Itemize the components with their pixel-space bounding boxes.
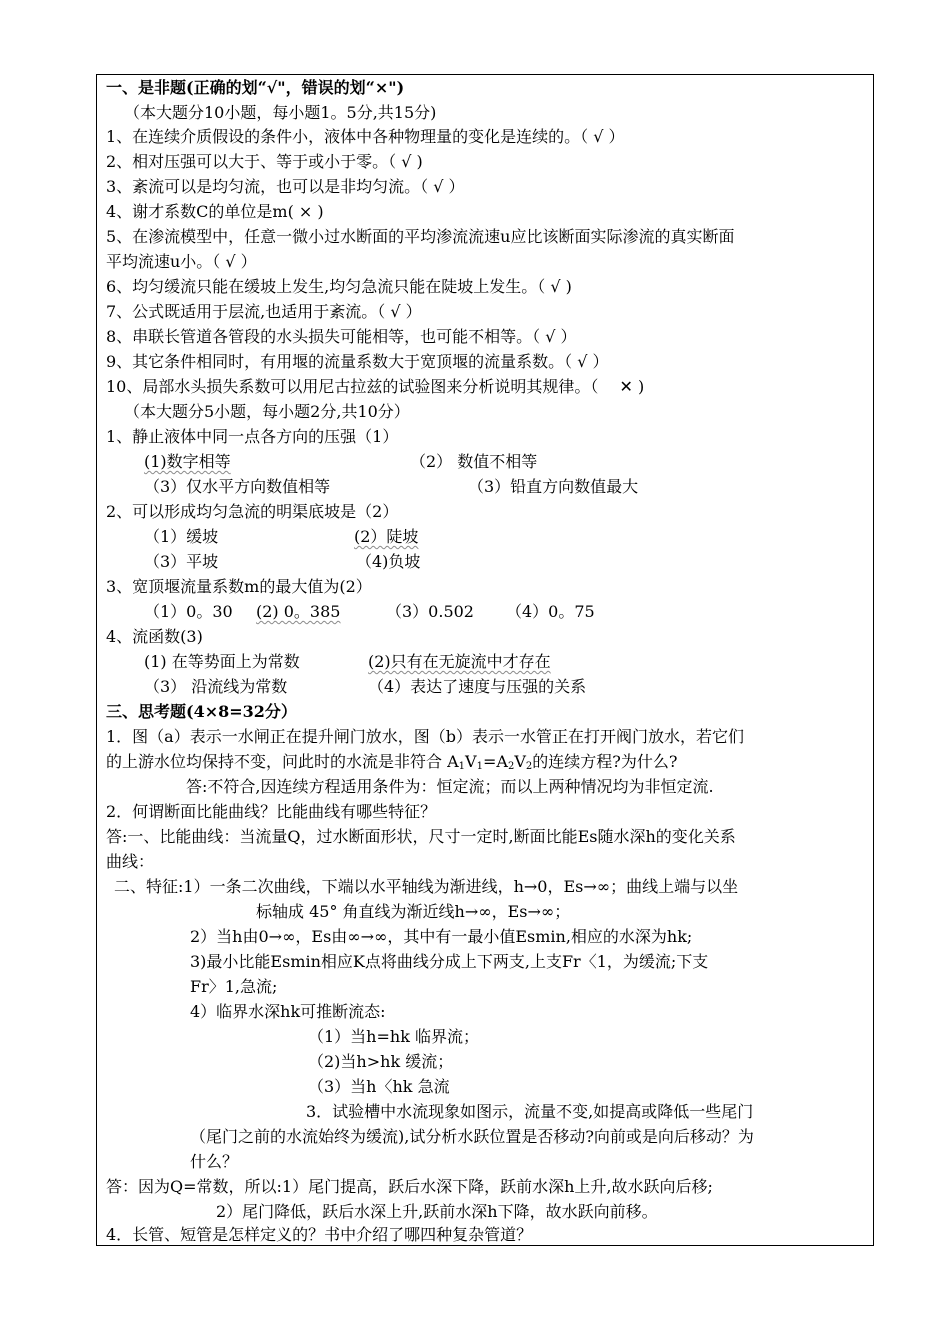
q2-question: 2．何谓断面比能曲线？比能曲线有哪些特征？ <box>106 802 437 821</box>
tf-item-8: 8、串联长管道各管段的水头损失可能相等，也可能不相等。（ √ ） <box>106 327 577 346</box>
q3-line-2: （尾门之前的水流始终为缓流),试分析水跃位置是否移动?向前或是向后移动？为 <box>190 1127 754 1146</box>
mc-q2-option-1: （1）缓坡 <box>144 527 219 546</box>
q1-line-1: 1．图（a）表示一水闸正在提升闸门放水，图（b）表示一水管正在打开阀门放水，若它们 <box>106 727 744 746</box>
tf-item-2: 2、相对压强可以大于、等于或小于零。（ √ ) <box>106 152 423 171</box>
tf-item-10: 10、局部水头损失系数可以用尼古拉兹的试验图来分析说明其规律。（ ✕ ) <box>106 377 645 396</box>
q2-answer-6: 3)最小比能Esmin相应K点将曲线分成上下两支,上支Fr〈1，为缓流;下支 <box>190 952 709 971</box>
mc-q1-option-4: （3）铅直方向数值最大 <box>468 477 639 496</box>
mc-q3-stem: 3、宽顶堰流量系数m的最大值为(2） <box>106 577 372 596</box>
tf-item-7: 7、公式既适用于层流,也适用于紊流。（ √ ） <box>106 302 422 321</box>
q4-question: 4．长管、短管是怎样定义的？书中介绍了哪四种复杂管道？ <box>106 1225 533 1244</box>
mc-q2-option-4: （4)负坡 <box>356 552 421 571</box>
mc-q3-option-3: （3）0.502 <box>386 602 474 621</box>
tf-item-5-cont: 平均流速u小。（ √ ） <box>106 252 257 271</box>
q1-answer: 答:不符合,因连续方程适用条件为：恒定流；而以上两种情况均为非恒定流. <box>186 777 714 796</box>
q2-answer-8: 4）临界水深hk可推断流态: <box>190 1002 386 1021</box>
section2-note: （本大题分5小题，每小题2分,共10分） <box>124 402 410 421</box>
mc-q1-option-3: （3）仅水平方向数值相等 <box>144 477 331 496</box>
mc-q3-option-1: （1）0。30 <box>144 602 233 621</box>
mc-q2-option-2: (2）陡坡 <box>354 527 419 546</box>
section1-title: 一、是非题(正确的划“√"，错误的划“×") <box>106 78 405 97</box>
tf-item-5: 5、在渗流模型中，任意一微小过水断面的平均渗流流速u应比该断面实际渗流的真实断面 <box>106 227 735 246</box>
answer-sheet-table <box>96 74 874 1246</box>
mc-q3-option-4: （4）0。75 <box>506 602 595 621</box>
tf-item-4: 4、谢才系数C的单位是m( × ) <box>106 202 324 221</box>
mc-q4-option-4: （4）表达了速度与压强的关系 <box>368 677 587 696</box>
mc-q4-option-1: (1) 在等势面上为常数 <box>144 652 300 671</box>
q2-answer-11: （3）当h〈hk 急流 <box>308 1077 450 1096</box>
mc-q3-option-2: (2) 0。385 <box>256 602 341 621</box>
q3-answer-1: 答：因为Q=常数，所以:1）尾门提高，跃后水深下降，跃前水深h上升,故水跃向后移; <box>106 1177 713 1196</box>
q2-answer-5: 2）当h由0→∞，Es由∞→∞，其中有一最小值Esmin,相应的水深为hk; <box>190 927 693 946</box>
mc-q4-option-2: (2)只有在无旋流中才存在 <box>368 652 551 671</box>
q1-line-2: 的上游水位均保持不变，问此时的水流是非符合 $A_1V_1=A_2V_2$的连续方程?为什么? <box>106 752 678 772</box>
tf-item-1: 1、在连续介质假设的条件小，液体中各种物理量的变化是连续的。（ √ ） <box>106 127 625 146</box>
mc-q1-option-1: (1)数字相等 <box>144 452 231 471</box>
tf-item-6: 6、均匀缓流只能在缓坡上发生,均匀急流只能在陡坡上发生。（ √ ) <box>106 277 572 296</box>
q2-answer-10: （2)当h>hk 缓流； <box>308 1052 454 1071</box>
q3-answer-2: 2）尾门降低，跃后水深上升,跃前水深h下降，故水跃向前移。 <box>216 1202 658 1221</box>
tf-item-3: 3、紊流可以是均匀流，也可以是非均匀流。（ √ ） <box>106 177 465 196</box>
q2-answer-1: 答:一、比能曲线：当流量Q，过水断面形状，尺寸一定时,断面比能Es随水深h的变化关系 <box>106 827 736 846</box>
mc-q1-option-2: （2） 数值不相等 <box>410 452 538 471</box>
mc-q2-stem: 2、可以形成均匀急流的明渠底坡是（2） <box>106 502 399 521</box>
section3-title: 三、思考题(4×8=32分） <box>106 702 297 721</box>
q2-answer-3: 二、特征:1）一条二次曲线，下端以水平轴线为渐进线，h→0，Es→∞；曲线上端与以坐 <box>114 877 739 896</box>
tf-item-9: 9、其它条件相同时，有用堰的流量系数大于宽顶堰的流量系数。（ √ ） <box>106 352 609 371</box>
mc-q2-option-3: （3）平坡 <box>144 552 219 571</box>
mc-q1-stem: 1、静止液体中同一点各方向的压强（1） <box>106 427 399 446</box>
q2-answer-2: 曲线： <box>106 852 155 871</box>
q2-answer-4: 标轴成 45° 角直线为渐近线h→∞，Es→∞； <box>256 902 571 921</box>
q3-line-1: 3．试验槽中水流现象如图示，流量不变,如提高或降低一些尾门 <box>306 1102 754 1121</box>
q3-line-3: 什么？ <box>190 1152 239 1171</box>
mc-q4-option-3: （3） 沿流线为常数 <box>144 677 288 696</box>
q2-answer-9: （1）当h=hk 临界流； <box>308 1027 479 1046</box>
q2-answer-7: Fr〉1,急流; <box>190 977 278 996</box>
section1-note: （本大题分10小题，每小题1。5分,共15分) <box>124 103 437 122</box>
mc-q4-stem: 4、流函数(3) <box>106 627 203 646</box>
